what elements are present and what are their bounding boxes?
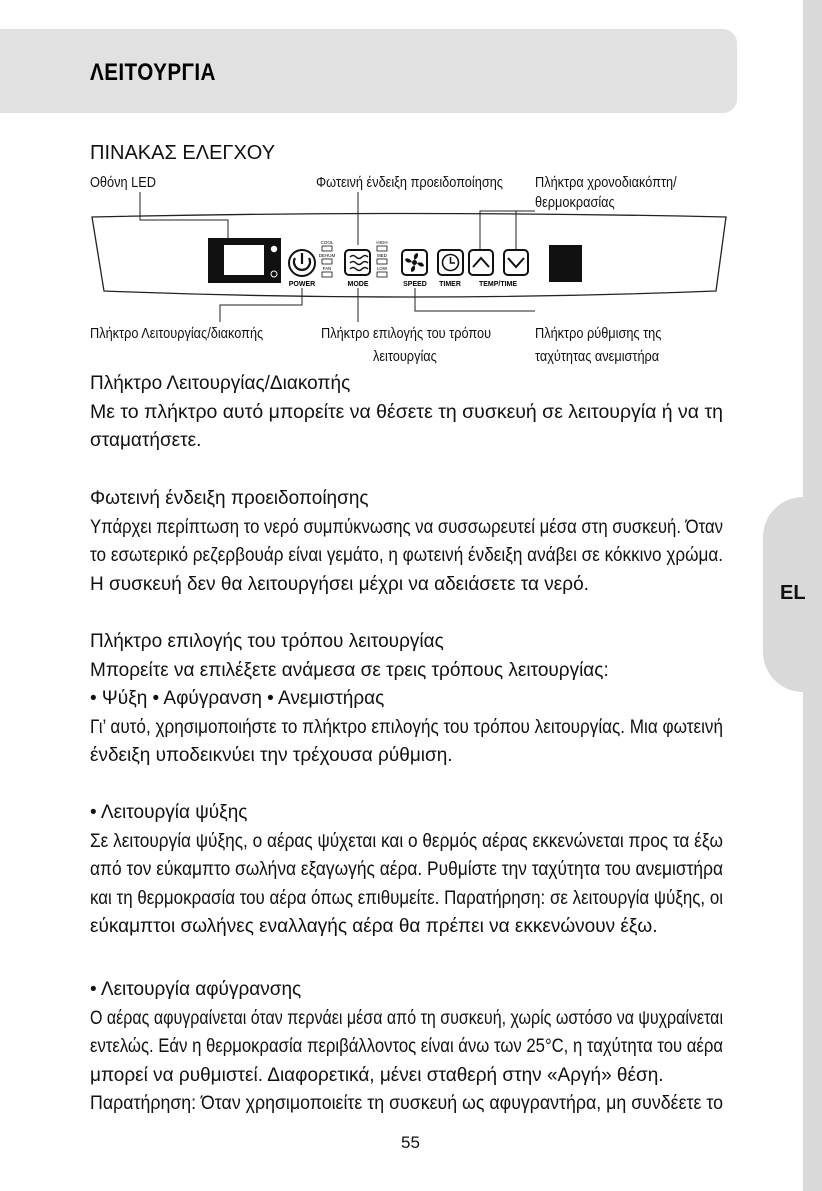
section-mode [90,628,725,771]
cooling-text-line: εύκαμπτοι σωλήνες εναλλαγής αέρα θα πρέπει να εκκενώνουν έξω. [90,916,658,937]
label-timer-temp-keys-line1: Πλήκτρα χρονοδιακόπτη/ [535,174,677,191]
section-cooling [90,799,725,942]
section-dehumidify [90,976,725,1119]
power-button-icon [289,250,315,276]
cool-indicator-label: COOL [320,240,334,245]
dehumidify-text-line: μπορεί να ρυθμιστεί. Διαφορετικά, μένει σταθερή στην «Αργή» θέση. [90,1064,664,1086]
low-indicator [377,272,387,277]
timer-label: TIMER [439,281,461,288]
label-mode-key-line1: Πλήκτρο επιλογής του τρόπου [321,325,492,342]
med-indicator [377,259,387,264]
label-warning-light: Φωτεινή ένδειξη προειδοποίησης [316,174,503,191]
temp-time-label: TEMP/TIME [478,281,518,288]
label-led-screen: Οθόνη LED [90,174,156,191]
dehum-indicator [322,259,332,264]
dehumidify-text-line: Παρατήρηση: Όταν χρησιμοποιείτε τη συσκευή ως αφυγραντήρα, μη συνδέετε το [90,1093,723,1114]
mode-text-line: Γι’ αυτό, χρησιμοποιήστε το πλήκτρο επιλογής του τρόπου λειτουργίας. Μια φωτεινή [90,716,723,738]
dehum-indicator-label: DEHUM [318,253,336,258]
power-title: Πλήκτρο Λειτουργίας/Διακοπής [90,373,351,394]
mode-text-line: Μπορείτε να επιλέξετε ανάμεσα σε τρεις τρόπους λειτουργίας: [90,659,609,681]
label-speed-key-line1: Πλήκτρο ρύθμισης της [535,325,662,342]
label-mode-key-line2: λειτουργίας [373,348,437,365]
dehumidify-text-line: εντελώς. Εάν η θερμοκρασία περιβάλλοντος είναι άνω των 25°C, η ταχύτητα του αέρα [90,1036,723,1057]
warning-text-line: το εσωτερικό ρεζερβουάρ είναι γεμάτο, η φωτεινή ένδειξη ανάβει σε κόκκινο χρώμα. [90,545,723,566]
receiver-window [549,245,582,282]
page-number: 55 [401,1133,420,1152]
label-timer-temp-keys-line2: θερμοκρασίας [535,194,615,211]
cool-indicator [322,246,332,251]
mode-text-line: ένδειξη υποδεικνύει την τρέχουσα ρύθμιση. [90,745,453,766]
warning-text-line: Υπάρχει περίπτωση το νερό συμπύκνωσης να συσσωρευτεί μέσα στη συσκευή. Όταν [90,516,723,538]
mode-title: Πλήκτρο επιλογής του τρόπου λειτουργίας [90,631,444,652]
cooling-title: • Λειτουργία ψύξης [90,802,248,823]
power-text-line: Με το πλήκτρο αυτό μπορείτε να θέσετε τη συσκευή σε λειτουργία ή να τη [90,401,723,423]
section-power [90,370,725,456]
temp-up-button-icon [469,250,493,275]
low-indicator-label: LOW [376,266,388,271]
warning-title: Φωτεινή ένδειξη προειδοποίησης [90,488,369,509]
cooling-text-line: Σε λειτουργία ψύξης, ο αέρας ψύχεται και ο θερμός αέρας εκκενώνεται προς τα έξω [90,830,723,852]
med-indicator-label: MED [377,253,387,258]
power-label: POWER [288,281,316,288]
page-title: ΛΕΙΤΟΥΡΓΙΑ [90,59,216,86]
temp-down-button-icon [504,250,528,275]
speed-label: SPEED [403,281,427,288]
high-indicator [377,246,387,251]
section-warning [90,485,725,599]
warning-text-line: Η συσκευή δεν θα λειτουργήσει μέχρι να αδειάσετε τα νερό. [90,573,589,595]
power-text-line: σταματήσετε. [90,430,202,451]
label-speed-key-line2: ταχύτητας ανεμιστήρα [535,348,660,365]
timer-button-icon [438,250,463,275]
mode-label: MODE [347,281,369,288]
fan-speed-button-icon [402,250,427,275]
mode-options-list: • Ψύξη • Αφύγρανση • Ανεμιστήρας [90,688,385,709]
fan-indicator-label: FAN [322,266,332,271]
high-indicator-label: HIGH [376,240,388,245]
language-code: EL [780,582,806,604]
cooling-text-line: και τη θερμοκρασία του αέρα όπως επιθυμείτε. Παρατήρηση: σε λειτουργία ψύξης, οι [90,887,723,909]
fan-indicator [322,272,332,277]
mode-button-icon [345,250,370,275]
section-heading: ΠΙΝΑΚΑΣ ΕΛΕΓΧΟΥ [90,142,276,164]
cooling-text-line: από τον εύκαμπτο σωλήνα εξαγωγής αέρα. Ρυθμίστε την ταχύτητα του ανεμιστήρα [90,859,723,880]
label-power-key: Πλήκτρο Λειτουργίας/διακοπής [90,325,264,342]
dehumidify-title: • Λειτουργία αφύγρανσης [90,979,302,1000]
warning-light-icon [271,246,277,252]
dehumidify-text-line: Ο αέρας αφυγραίνεται όταν περνάει μέσα από τη συσκευή, χωρίς ωστόσο να ψυχραίνεται [90,1007,723,1029]
